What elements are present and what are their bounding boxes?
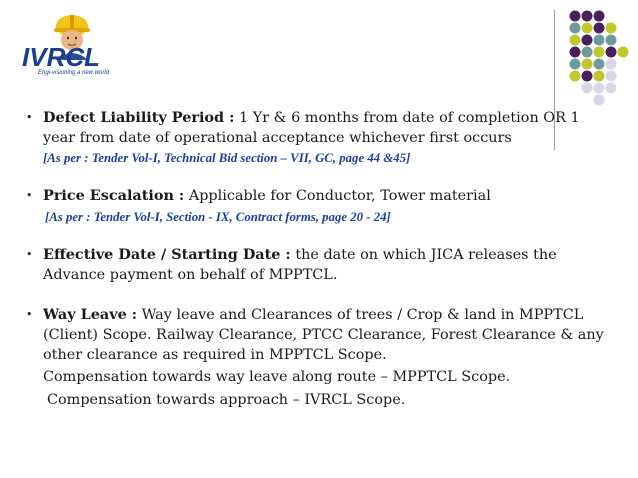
dot-row-2 bbox=[570, 23, 617, 34]
decorative-dot-grid bbox=[0, 0, 638, 120]
bullet-price-escalation bbox=[26, 186, 606, 206]
bullet-label: Effective Date / Starting Date : bbox=[43, 246, 291, 263]
bullet-label: Way Leave : bbox=[43, 306, 138, 323]
bullet-defect-liability bbox=[26, 108, 606, 148]
bullet-text: 1 Yr & 6 months from date of completion OR 1 year from date of operational acceptance whichever first occurs bbox=[43, 110, 580, 146]
dot-row-1 bbox=[570, 11, 605, 22]
compensation-approach-line: Compensation towards approach – IVRCL Scope. bbox=[47, 392, 406, 408]
bullet-text: Applicable for Conductor, Tower material bbox=[184, 188, 491, 204]
reference-price-escalation: [As per : Tender Vol-I, Section - IX, Contract forms, page 20 - 24] bbox=[45, 210, 391, 224]
dot-row-6 bbox=[570, 71, 617, 82]
dot-row-4 bbox=[570, 47, 629, 58]
slide-content bbox=[26, 108, 606, 410]
reference-defect-liability: [As per : Tender Vol-I, Technical Bid section – VII, GC, page 44 &45] bbox=[43, 151, 411, 165]
bullet-effective-date bbox=[26, 245, 606, 285]
bullet-label: Defect Liability Period : bbox=[43, 109, 235, 126]
bullet-dot: • bbox=[26, 189, 33, 202]
dot-row-7 bbox=[582, 83, 617, 94]
logo-tagline: Engi-visioning a new world bbox=[38, 70, 110, 76]
bullet-dot: • bbox=[26, 111, 33, 124]
bullet-label: Price Escalation : bbox=[43, 187, 185, 204]
bullet-text: the date on which JICA releases the Advance payment on behalf of MPPTCL. bbox=[43, 247, 557, 283]
logo-brand-text: IVRCL bbox=[22, 42, 100, 72]
dot-row-3 bbox=[570, 35, 617, 46]
bullet-dot: • bbox=[26, 308, 33, 321]
bullet-text: Way leave and Clearances of trees / Crop & land in MPPTCL (Client) Scope. Railway Clearance, PTCC Clearance, Forest Clearance & any other clearance as required in MPPTCL Scope. bbox=[43, 307, 604, 363]
dot-row-8 bbox=[594, 95, 605, 106]
bullet-way-leave bbox=[26, 305, 606, 365]
bullet-dot: • bbox=[26, 248, 33, 261]
dot-row-5 bbox=[570, 59, 617, 70]
compensation-way-leave-line: Compensation towards way leave along route – MPPTCL Scope. bbox=[43, 369, 511, 385]
